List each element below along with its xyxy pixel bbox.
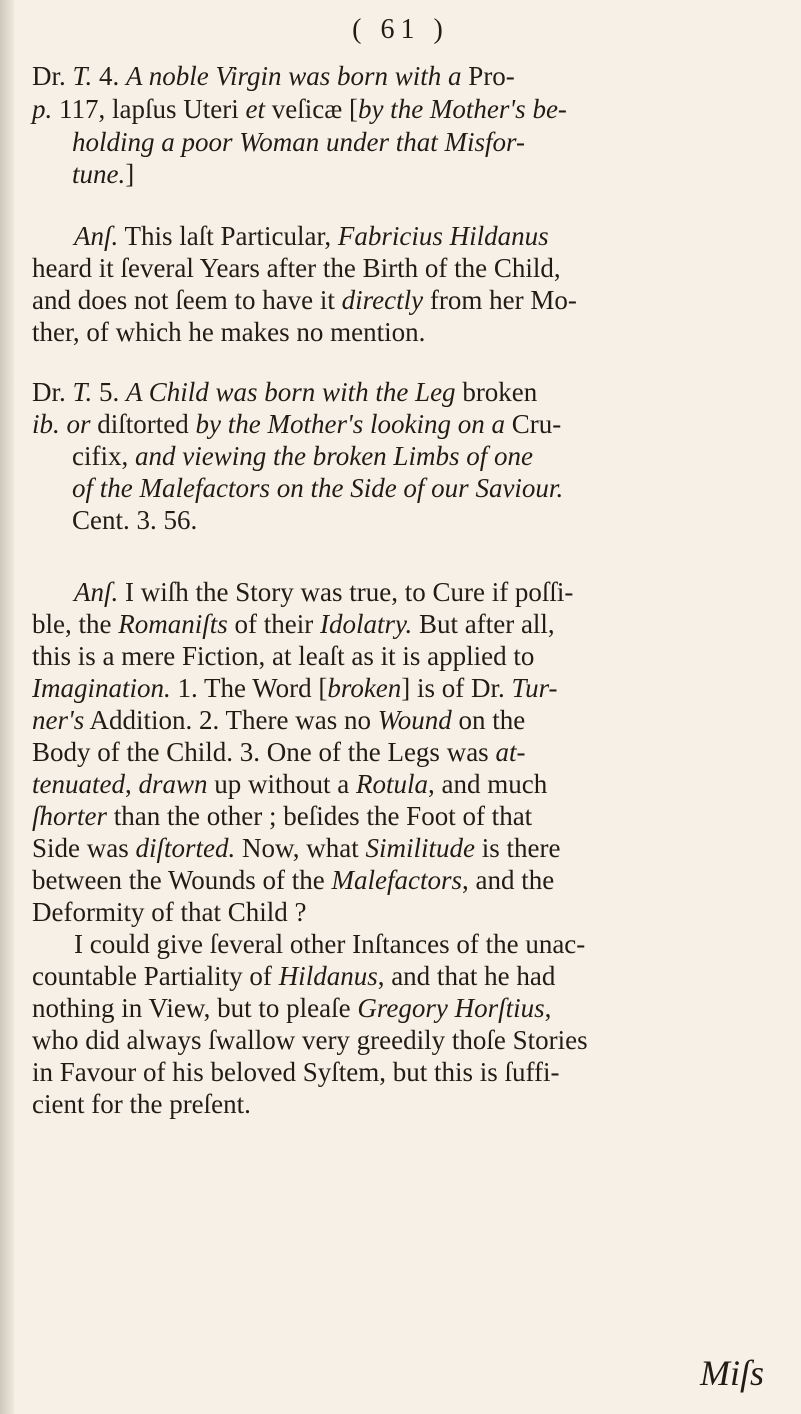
text-run: I could give ſeveral other Inſtances of the unac- xyxy=(74,929,586,959)
text-run: T. xyxy=(72,61,93,91)
text-run: drawn xyxy=(138,769,208,799)
text-run: cifix, xyxy=(72,441,135,471)
text-line xyxy=(32,1056,559,1088)
text-run: in Favour of his beloved Syſtem, but this is ſuffi- xyxy=(32,1057,560,1087)
text-run: tenuated xyxy=(32,769,125,799)
text-line xyxy=(32,284,577,316)
text-run: , xyxy=(124,769,139,799)
text-run: of the Malefactors on the Side of our Saviour. xyxy=(72,473,564,503)
text-line xyxy=(32,736,525,768)
text-run: Body of the Child. 3. One of the Legs was xyxy=(32,737,496,767)
text-run: T. xyxy=(72,377,93,407)
text-run: Cent. 3. 56. xyxy=(72,505,198,535)
text-run: A Child was born with the Leg xyxy=(126,377,456,407)
text-run: Gregory Horſtius xyxy=(357,993,545,1023)
text-run: , and that he had xyxy=(377,961,556,991)
text-run: by the Mother's looking on a xyxy=(195,409,505,439)
text-run: who did always ſwallow very greedily thoſe Stories xyxy=(32,1025,588,1055)
text-run: Cru- xyxy=(505,409,562,439)
text-line xyxy=(32,704,525,736)
text-run: cient for the preſent. xyxy=(32,1089,251,1119)
text-run: , and much xyxy=(428,769,548,799)
text-run: ] is of Dr. xyxy=(401,673,512,703)
text-run: Hildanus xyxy=(278,961,378,991)
text-run: Imagination. xyxy=(32,673,171,703)
text-line xyxy=(32,1088,251,1120)
text-line xyxy=(32,832,560,864)
text-run: p. xyxy=(32,94,53,124)
page-number: ( 61 ) xyxy=(352,14,449,45)
text-line xyxy=(72,440,533,472)
binding-gutter xyxy=(0,0,14,1414)
text-run: Malefactors xyxy=(331,865,462,895)
text-run: from her Mo- xyxy=(423,285,577,315)
text-line xyxy=(72,158,134,190)
text-run: A noble Virgin was born with a xyxy=(126,61,462,91)
text-run: Tur- xyxy=(511,673,558,703)
text-line xyxy=(32,408,561,440)
text-run: broken xyxy=(455,377,538,407)
text-run: et xyxy=(245,94,265,124)
text-run: or xyxy=(66,409,91,439)
text-run: Now, what xyxy=(235,833,366,863)
text-run: than the other ; beſides the Foot of that xyxy=(107,801,533,831)
text-run: ble, the xyxy=(32,609,119,639)
text-run: Rotula xyxy=(356,769,429,799)
text-run: 117, lapſus Uteri xyxy=(52,94,246,124)
text-run: Wound xyxy=(377,705,452,735)
catchword: Miſs xyxy=(700,1353,765,1393)
text-run: Romaniſts xyxy=(118,609,228,639)
text-run: Fabricius Hildanus xyxy=(337,221,549,251)
text-line xyxy=(32,992,551,1024)
text-run: of their xyxy=(227,609,320,639)
text-run: ther, of which he makes no mention. xyxy=(32,317,426,347)
text-run: Deformity of that Child ? xyxy=(32,897,307,927)
text-run: Similitude xyxy=(365,833,475,863)
text-run: 4. xyxy=(92,61,127,91)
text-run: ] xyxy=(125,159,135,189)
text-run: up without a xyxy=(207,769,357,799)
text-run: is there xyxy=(474,833,561,863)
text-run: , and the xyxy=(462,865,555,895)
text-run: Idolatry. xyxy=(319,609,413,639)
text-run: ner's xyxy=(32,705,85,735)
text-run: at- xyxy=(495,737,526,767)
text-run: Addition. 2. There was no xyxy=(84,705,378,735)
text-line xyxy=(32,60,515,92)
text-run: Pro- xyxy=(461,61,515,91)
text-run: ſhorter xyxy=(32,801,108,831)
text-run: holding a poor Woman under that Misfor- xyxy=(72,127,525,157)
text-run: diſtorted xyxy=(90,409,196,439)
text-line xyxy=(32,768,547,800)
text-run: and does not ſeem to have it xyxy=(32,285,342,315)
text-run: ib. xyxy=(32,409,60,439)
text-run: directly xyxy=(341,285,424,315)
text-run: Anſ. xyxy=(74,577,119,607)
text-run: 5. xyxy=(92,377,127,407)
text-run: Side was xyxy=(32,833,136,863)
text-run: , xyxy=(544,993,552,1023)
text-line xyxy=(32,252,561,284)
text-line xyxy=(72,126,525,158)
text-line xyxy=(32,896,306,928)
text-line xyxy=(32,316,425,348)
text-run: This laſt Particular, xyxy=(118,221,338,251)
text-run: this is a mere Fiction, at leaſt as it is applied to xyxy=(32,641,535,671)
text-run: tune. xyxy=(72,159,126,189)
text-line xyxy=(32,864,554,896)
text-run: Anſ. xyxy=(74,221,119,251)
text-run: between the Wounds of the xyxy=(32,865,332,895)
text-line xyxy=(74,220,549,252)
text-line xyxy=(32,800,532,832)
text-line xyxy=(32,640,534,672)
text-run: heard it ſeveral Years after the Birth of the Child, xyxy=(32,253,561,283)
text-line xyxy=(32,608,555,640)
text-line xyxy=(72,472,563,504)
text-run: Dr. xyxy=(32,61,73,91)
text-run: But after all, xyxy=(412,609,555,639)
text-run: Dr. xyxy=(32,377,73,407)
text-line xyxy=(32,960,555,992)
text-run: and viewing the broken Limbs of one xyxy=(134,441,533,471)
text-run: countable Partiality of xyxy=(32,961,279,991)
text-line xyxy=(32,376,537,408)
text-run: on the xyxy=(451,705,526,735)
text-run: 1. The Word [ xyxy=(170,673,328,703)
text-run: nothing in View, but to pleaſe xyxy=(32,993,358,1023)
text-line xyxy=(74,928,585,960)
text-run: veſicæ [ xyxy=(264,94,358,124)
text-line xyxy=(32,1024,588,1056)
text-run: diſtorted. xyxy=(135,833,236,863)
text-run: broken xyxy=(327,673,402,703)
text-line xyxy=(72,504,197,536)
text-line xyxy=(32,93,567,125)
text-line xyxy=(74,576,573,608)
text-line xyxy=(32,672,558,704)
text-run xyxy=(60,409,67,439)
text-run: I wiſh the Story was true, to Cure if poſſi- xyxy=(118,577,574,607)
text-run: by the Mother's be- xyxy=(357,94,567,124)
